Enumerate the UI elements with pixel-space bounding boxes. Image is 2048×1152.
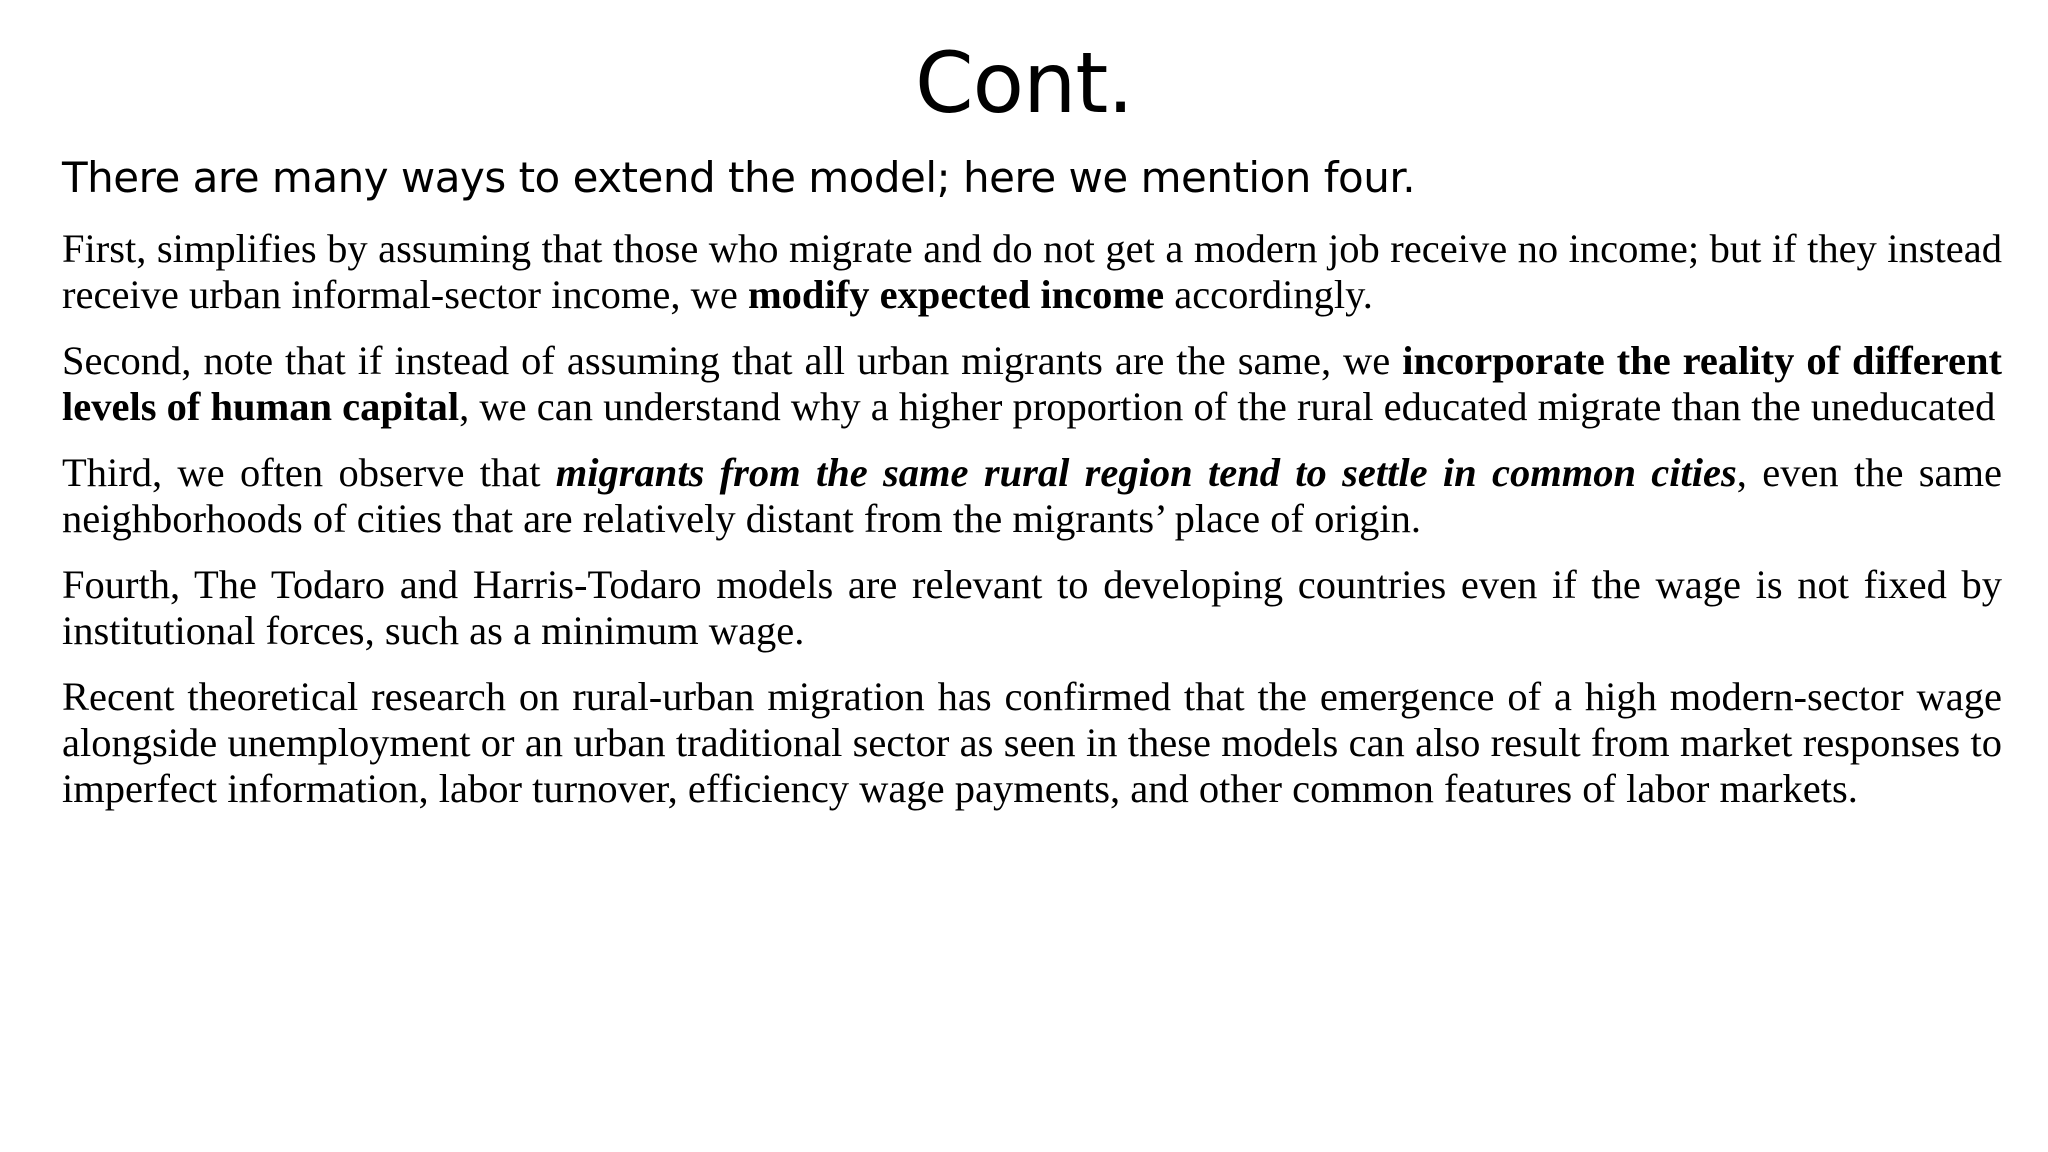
paragraph-second-emphasis: incorporate the reality of different levels of human capital — [62, 338, 2002, 429]
slide-body — [62, 226, 2002, 832]
paragraph-first — [62, 226, 2002, 318]
paragraph-third-text: Third, we often observe that — [62, 450, 556, 495]
paragraph-second-end: , we can understand why a higher proportion of the rural educated migrate than the uneducated — [459, 384, 1996, 429]
paragraph-third-end: , even the same neighborhoods of cities that are relatively distant from the migrants’ place of origin. — [62, 450, 2002, 541]
paragraph-second-text: Second, note that if instead of assuming that all urban migrants are the same, we — [62, 338, 1403, 383]
slide-intro: There are many ways to extend the model; here we mention four. — [62, 153, 1416, 202]
paragraph-third-emphasis: migrants from the same rural region tend to settle in common cities — [555, 450, 1737, 495]
paragraph-fifth: Recent theoretical research on rural-urban migration has confirmed that the emergence of a high modern-sector wage alongside unemployment or an urban traditional sector as seen in these models can also result from market responses to imperfect information, labor turnover, efficiency wage payments, and other common features of labor markets. — [62, 674, 2002, 811]
paragraph-second — [62, 338, 2002, 430]
paragraph-third — [62, 450, 2002, 542]
slide-title: Cont. — [915, 34, 1133, 132]
paragraph-first-text: First, simplifies by assuming that those who migrate and do not get a modern job receive no income; but if they instead receive urban informal-sector income, we — [62, 226, 2002, 317]
paragraph-first-end: accordingly. — [1164, 272, 1373, 317]
paragraph-fourth: Fourth, The Todaro and Harris-Todaro models are relevant to developing countries even if the wage is not fixed by institutional forces, such as a minimum wage. — [62, 562, 2002, 653]
paragraph-first-emphasis: modify expected income — [747, 272, 1165, 317]
